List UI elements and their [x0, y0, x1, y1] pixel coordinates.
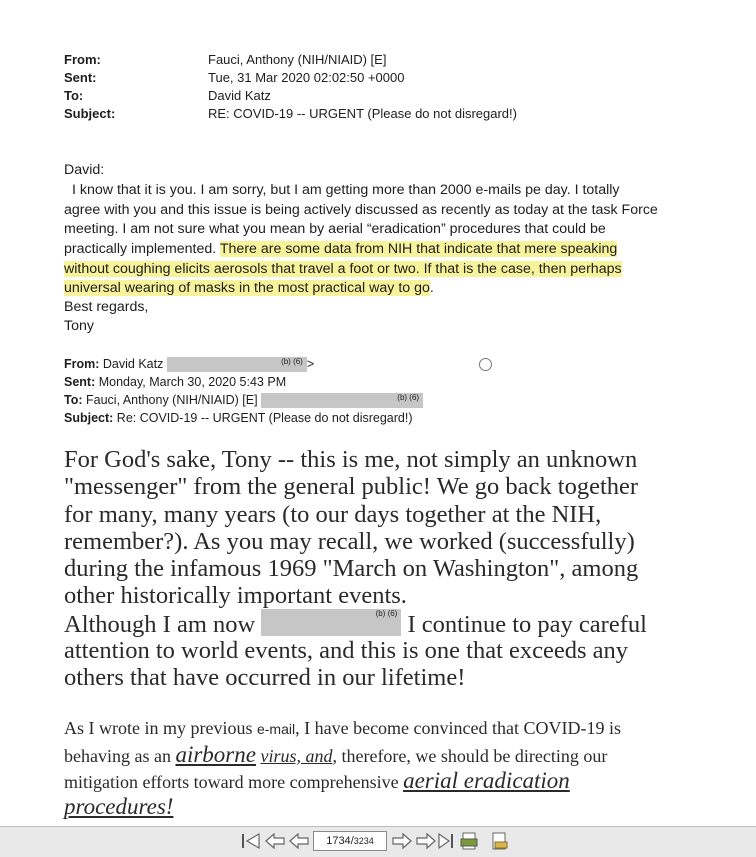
quoted-line: attention to world events, and this is one that exceeds any	[64, 637, 629, 664]
quoted-line: during the infamous 1969 "March on Washington", among	[64, 555, 639, 582]
last-page-icon[interactable]	[437, 831, 455, 851]
reply-closing: Best regards,	[64, 299, 149, 315]
quoted-line: For God's sake, Tony -- this is me, not simply an unknown	[64, 446, 638, 473]
sent-value: Tue, 31 Mar 2020 02:02:50 +0000	[208, 70, 405, 85]
save-page-icon[interactable]	[489, 831, 509, 851]
circle-mark-icon	[479, 358, 492, 371]
back-arrow-icon[interactable]	[288, 831, 310, 851]
quoted-line: other historically important events.	[64, 582, 407, 609]
quoted-line: mitigation efforts toward more comprehensive aerial eradication	[64, 768, 570, 793]
print-icon[interactable]	[459, 831, 479, 851]
reply-line: I know that it is you. I am sorry, but I am getting more than 2000 e-mails pe day. I totally	[72, 182, 620, 198]
highlighted-text: universal wearing of masks in the most practical way to go	[64, 280, 430, 296]
next-page-icon[interactable]	[415, 831, 437, 851]
sent-label: Sent:	[64, 70, 97, 85]
subject-label: Subject:	[64, 106, 116, 121]
highlighted-text: without coughing elicits aerosols that travel a foot or two. If that is the case, then perhaps	[64, 261, 622, 277]
quoted-line: others that have occurred in our lifetime!	[64, 664, 466, 691]
reply-line	[64, 241, 617, 257]
quoted-line: "messenger" from the general public! We go back together	[64, 473, 639, 500]
subject-value: RE: COVID-19 -- URGENT (Please do not disregard!)	[208, 106, 517, 121]
quoted-to: To: Fauci, Anthony (NIH/NIAID) [E] (b) (6)	[64, 393, 423, 408]
reply-line: universal wearing of masks in the most practical way to go.	[64, 280, 434, 296]
redaction-box: (b) (6)	[167, 357, 307, 372]
quoted-line: for many, many years (to our days together at the NIH,	[64, 501, 602, 528]
from-value: Fauci, Anthony (NIH/NIAID) [E]	[208, 52, 387, 67]
previous-page-icon[interactable]	[264, 831, 286, 851]
quoted-line: Although I am now (b) (6) I continue to pay careful	[64, 609, 647, 638]
reply-line	[64, 261, 622, 277]
redaction-box: (b) (6)	[261, 609, 401, 636]
quoted-line: As I wrote in my previous e-mail, I have become convinced that COVID-19 is	[64, 718, 622, 738]
reply-signature: Tony	[64, 318, 94, 334]
first-page-icon[interactable]	[240, 831, 262, 851]
to-label: To:	[64, 88, 84, 103]
reply-line: agree with you and this issue is being actively discussed as recently as today at the task Force	[64, 202, 658, 218]
reply-greeting: David:	[64, 162, 105, 178]
quoted-line: procedures!	[64, 794, 174, 819]
reply-line: meeting. I am not sure what you mean by aerial “eradication” procedures that could be	[64, 221, 606, 237]
to-value: David Katz	[208, 88, 271, 103]
forward-arrow-icon[interactable]	[391, 831, 413, 851]
quoted-subject: Subject: Re: COVID-19 -- URGENT (Please do not disregard!)	[64, 411, 413, 425]
quoted-sent: Sent: Monday, March 30, 2020 5:43 PM	[64, 375, 287, 389]
reply-line-plain: practically implemented.	[64, 241, 217, 257]
quoted-line: remember?). As you may recall, we worked (successfully)	[64, 528, 635, 555]
viewer-toolbar	[0, 826, 756, 857]
from-label: From:	[64, 52, 101, 67]
quoted-line: behaving as an airborne virus, and, therefore, we should be directing our	[64, 742, 608, 767]
redaction-box: (b) (6)	[261, 393, 423, 408]
highlighted-text: There are some data from NIH that indicate that mere speaking	[219, 241, 618, 257]
page-number-field[interactable]: 1734 / 3234	[313, 831, 387, 851]
quoted-from: From: David Katz (b) (6) >	[64, 357, 315, 371]
